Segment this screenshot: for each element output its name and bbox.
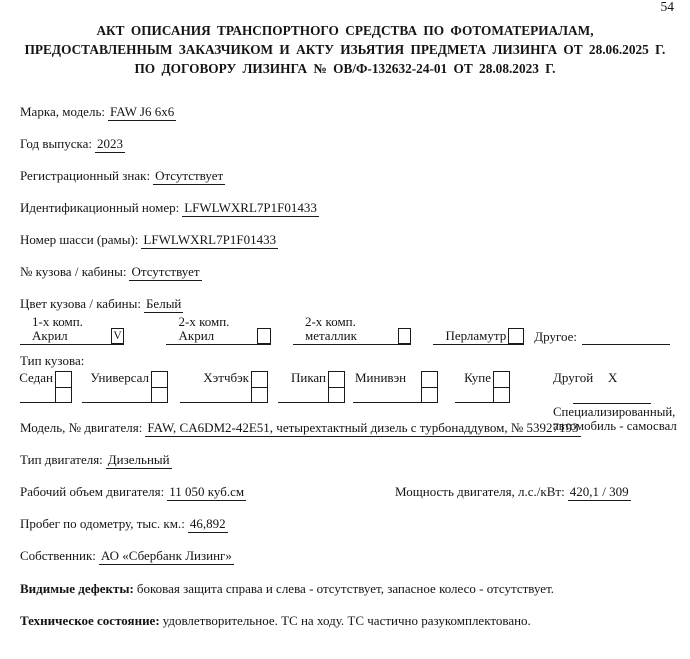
document-title-line-2: ПРЕДОСТАВЛЕННЫМ ЗАКАЗЧИКОМ И АКТУ ИЗЬЯТИЯ ПРЕДМЕТА ЛИЗИНГА ОТ 28.06.2025 Г.	[24, 42, 666, 57]
body-type-hatchback-checkbox[interactable]	[251, 371, 268, 403]
body-type-wagon	[82, 369, 168, 403]
page-number: 54	[660, 0, 674, 14]
paint-option-pearl-label: Перламутр	[445, 328, 507, 343]
body-type-minivan-checkbox[interactable]	[421, 371, 438, 403]
body-type-wagon-checkbox[interactable]	[151, 371, 168, 403]
field-body-color-label: Цвет кузова / кабины:	[20, 296, 141, 311]
body-type-coupe-label: Купе	[464, 370, 491, 385]
field-power-label: Мощность двигателя, л.с./кВт:	[395, 484, 565, 499]
field-body-color	[20, 296, 670, 311]
paint-option-other-blank[interactable]	[582, 330, 670, 345]
document-title-line-1: АКТ ОПИСАНИЯ ТРАНСПОРТНОГО СРЕДСТВА ПО ФОТОМАТЕРИАЛАМ,	[96, 23, 594, 38]
body-type-section-label: Тип кузова:	[20, 353, 85, 368]
paint-type-row	[20, 314, 670, 345]
field-make-model	[20, 104, 670, 119]
body-type-sedan-label: Седан	[19, 370, 53, 385]
field-vin-label: Идентификационный номер:	[20, 200, 180, 215]
paint-option-acrylic-2-checkbox[interactable]	[257, 328, 271, 344]
field-engine-model-label: Модель, № двигателя:	[20, 420, 143, 435]
field-displacement	[20, 484, 395, 499]
body-type-pickup-checkbox[interactable]	[328, 371, 345, 403]
field-engine-model-value: FAW, CA6DM2-42E51, четырехтактный дизель с турбонаддувом, № 53927193	[147, 420, 579, 435]
paint-option-other-label: Другое:	[534, 329, 577, 344]
field-year-value: 2023	[96, 136, 123, 151]
body-type-other-mark[interactable]: X	[608, 370, 618, 385]
field-make-model-label: Марка, модель:	[20, 104, 105, 119]
field-displacement-power	[20, 484, 670, 499]
body-type-pickup-label: Пикап	[290, 370, 326, 385]
body-type-other-note-line-2: автомобиль - самосвал	[553, 419, 677, 433]
body-type-wagon-label: Универсал	[90, 370, 149, 385]
field-reg-plate	[20, 168, 670, 183]
field-reg-plate-value: Отсутствует	[155, 168, 224, 183]
body-type-other-label: Другой	[553, 370, 594, 385]
body-type-other	[553, 369, 677, 433]
field-chassis-label: Номер шасси (рамы):	[20, 232, 139, 247]
paint-option-metallic-checkbox[interactable]	[398, 328, 412, 344]
field-make-model-value: FAW J6 6x6	[109, 104, 175, 119]
paint-option-pearl-checkbox[interactable]	[508, 328, 524, 344]
field-condition-value: удовлетворительное. ТС на ходу. ТС частично разукомплектовано.	[162, 613, 531, 628]
field-engine-type-value: Дизельный	[107, 452, 170, 467]
body-type-other-note	[553, 405, 677, 433]
body-type-coupe-checkbox[interactable]	[493, 371, 510, 403]
field-engine-type	[20, 452, 670, 467]
field-condition-label: Техническое состояние:	[20, 613, 160, 628]
field-reg-plate-label: Регистрационный знак:	[20, 168, 151, 183]
paint-option-acrylic-1-checkbox[interactable]: V	[111, 328, 125, 344]
body-type-minivan	[353, 369, 438, 403]
paint-option-acrylic-1-label: 1-х комп. Акрил	[32, 314, 83, 343]
field-power-value: 420,1 / 309	[569, 484, 629, 499]
field-owner	[20, 548, 670, 563]
field-displacement-value: 11 050 куб.см	[169, 484, 245, 499]
body-type-pickup	[278, 369, 345, 403]
field-year	[20, 136, 670, 151]
body-type-other-underline	[573, 403, 651, 404]
field-odometer	[20, 516, 670, 531]
body-type-hatchback	[180, 369, 268, 403]
field-body-number-value: Отсутствует	[131, 264, 200, 279]
field-defects	[20, 581, 670, 596]
field-vin-value: LFWLWXRL7P1F01433	[184, 200, 317, 215]
body-type-other-note-line-1: Специализированный,	[553, 405, 676, 419]
body-type-coupe	[455, 369, 510, 403]
paint-option-acrylic-2-label: 2-х комп. Акрил	[178, 314, 230, 343]
paint-option-metallic-label: 2-х комп. металлик	[304, 314, 357, 343]
field-year-label: Год выпуска:	[20, 136, 92, 151]
document-body	[0, 104, 690, 628]
field-vin	[20, 200, 670, 215]
field-defects-label: Видимые дефекты:	[20, 581, 134, 596]
paint-option-pearl	[433, 328, 524, 345]
paint-option-acrylic-2	[166, 315, 270, 345]
body-type-sedan	[20, 369, 72, 403]
body-type-sedan-checkbox[interactable]	[55, 371, 72, 403]
paint-option-metallic	[293, 315, 411, 345]
body-type-minivan-label: Минивэн	[355, 370, 407, 385]
field-body-number	[20, 264, 670, 279]
document-title-line-3: ПО ДОГОВОРУ ЛИЗИНГА № ОВ/Ф-132632-24-01 ОТ 28.08.2023 Г.	[134, 61, 556, 76]
field-engine-type-label: Тип двигателя:	[20, 452, 103, 467]
field-odometer-value: 46,892	[189, 516, 226, 531]
field-power	[395, 484, 631, 499]
field-odometer-label: Пробег по одометру, тыс. км.:	[20, 516, 185, 531]
body-type-hatchback-label: Хэтчбэк	[203, 370, 249, 385]
field-body-number-label: № кузова / кабины:	[20, 264, 127, 279]
field-owner-value: АО «Сбербанк Лизинг»	[100, 548, 232, 563]
field-chassis	[20, 232, 670, 247]
paint-option-acrylic-1	[20, 315, 124, 345]
field-owner-label: Собственник:	[20, 548, 96, 563]
field-body-color-value: Белый	[145, 296, 182, 311]
field-chassis-value: LFWLWXRL7P1F01433	[143, 232, 277, 247]
field-condition	[20, 613, 670, 628]
field-displacement-label: Рабочий объем двигателя:	[20, 484, 165, 499]
paint-option-other	[534, 330, 670, 345]
field-defects-value: боковая защита справа и слева - отсутствует, запасное колесо - отсутствует.	[136, 581, 555, 596]
document-title	[0, 21, 690, 78]
